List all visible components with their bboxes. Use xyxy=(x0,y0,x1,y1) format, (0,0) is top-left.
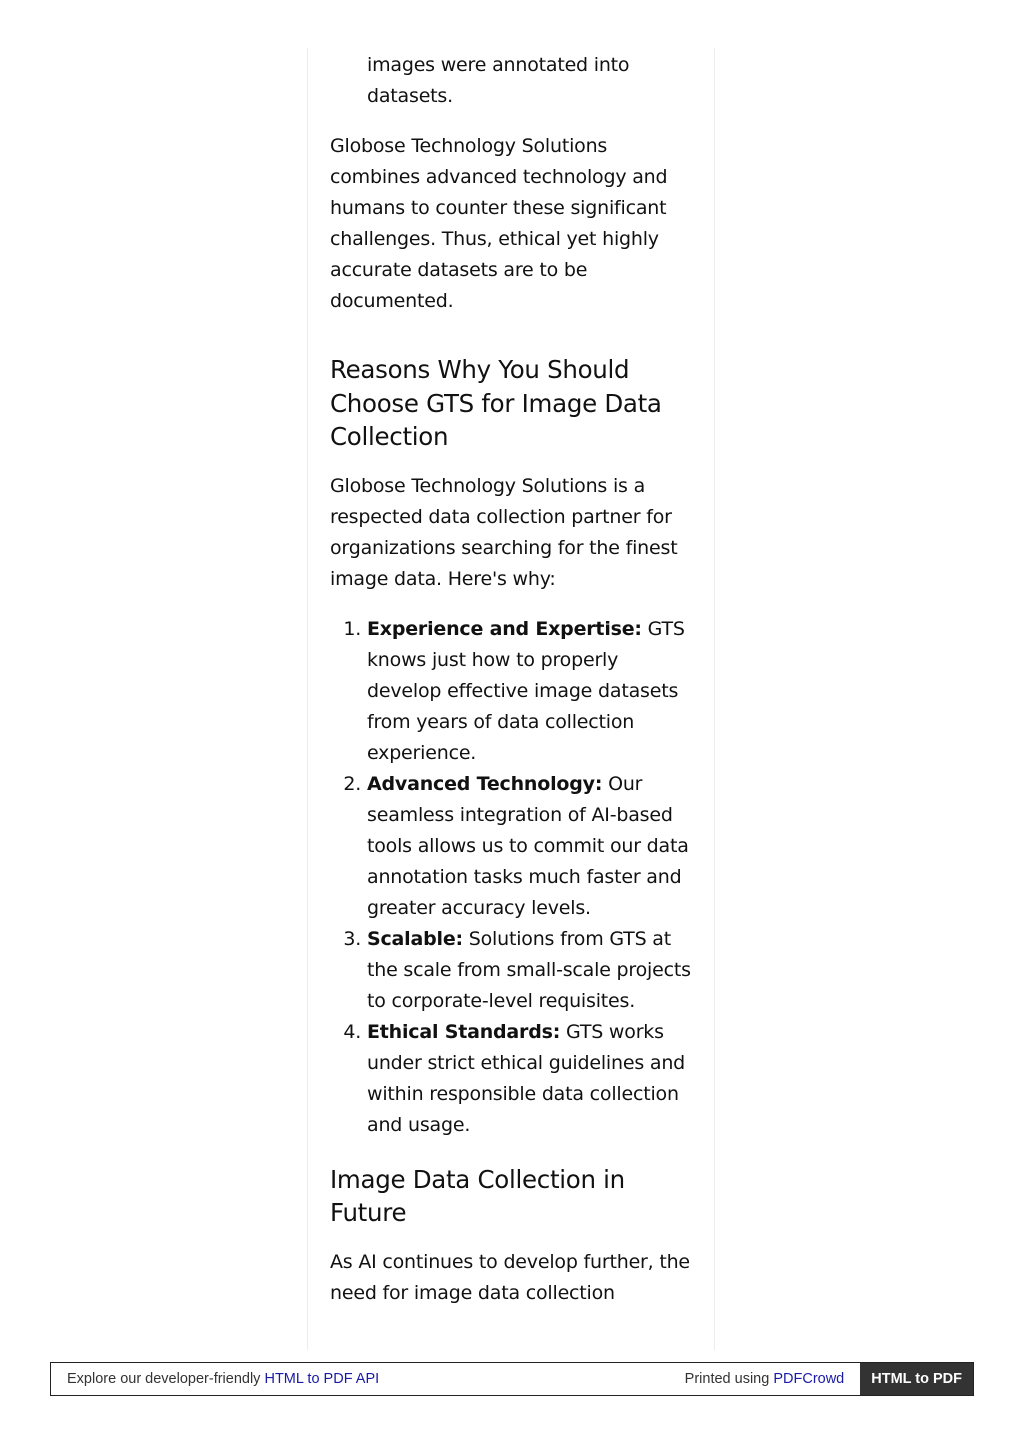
html-to-pdf-button[interactable]: HTML to PDF xyxy=(860,1363,973,1395)
paragraph-intro: Globose Technology Solutions combines advanced technology and humans to counter these significant challenges. Thus, ethical yet highly accurate datasets are to be documented. xyxy=(330,135,668,312)
list-item-text: GTS works under strict ethical guidelines and within responsible data collection and usage. xyxy=(367,1020,686,1136)
footer-explore xyxy=(51,1371,685,1387)
pdfcrowd-footer xyxy=(50,1362,974,1396)
heading-future: Image Data Collection in Future xyxy=(330,1164,625,1227)
list-item xyxy=(367,769,692,924)
list-item-title: Experience and Expertise: xyxy=(367,617,642,640)
continued-list-item: images were annotated into datasets. xyxy=(367,54,630,107)
list-item xyxy=(367,614,692,769)
paragraph-reasons: Globose Technology Solutions is a respected data collection partner for organizations searching for the finest image data. Here's why: xyxy=(330,474,678,590)
footer-printed-text: Printed using xyxy=(684,1371,774,1387)
list-item xyxy=(367,1017,692,1141)
list-item-title: Advanced Technology: xyxy=(367,772,603,795)
pdfcrowd-link[interactable]: PDFCrowd xyxy=(773,1371,845,1387)
list-item xyxy=(367,924,692,1017)
list-item-text: Our seamless integration of AI-based tools allows us to commit our data annotation tasks much faster and greater accuracy levels. xyxy=(367,772,689,919)
heading-reasons: Reasons Why You Should Choose GTS for Image Data Collection xyxy=(330,355,662,451)
list-item-text: GTS knows just how to properly develop effective image datasets from years of data collection experience. xyxy=(367,617,685,764)
list-item-title: Ethical Standards: xyxy=(367,1020,561,1043)
article-column xyxy=(307,48,715,1350)
footer-printed xyxy=(685,1371,861,1387)
paragraph-future: As AI continues to develop further, the need for image data collection xyxy=(330,1250,690,1304)
reasons-list xyxy=(330,614,692,1141)
footer-explore-text: Explore our developer-friendly xyxy=(67,1371,265,1387)
html-to-pdf-api-link[interactable]: HTML to PDF API xyxy=(264,1371,380,1387)
list-item-title: Scalable: xyxy=(367,927,463,950)
list-item-text: Solutions from GTS at the scale from small-scale projects to corporate-level requisites. xyxy=(367,927,691,1012)
